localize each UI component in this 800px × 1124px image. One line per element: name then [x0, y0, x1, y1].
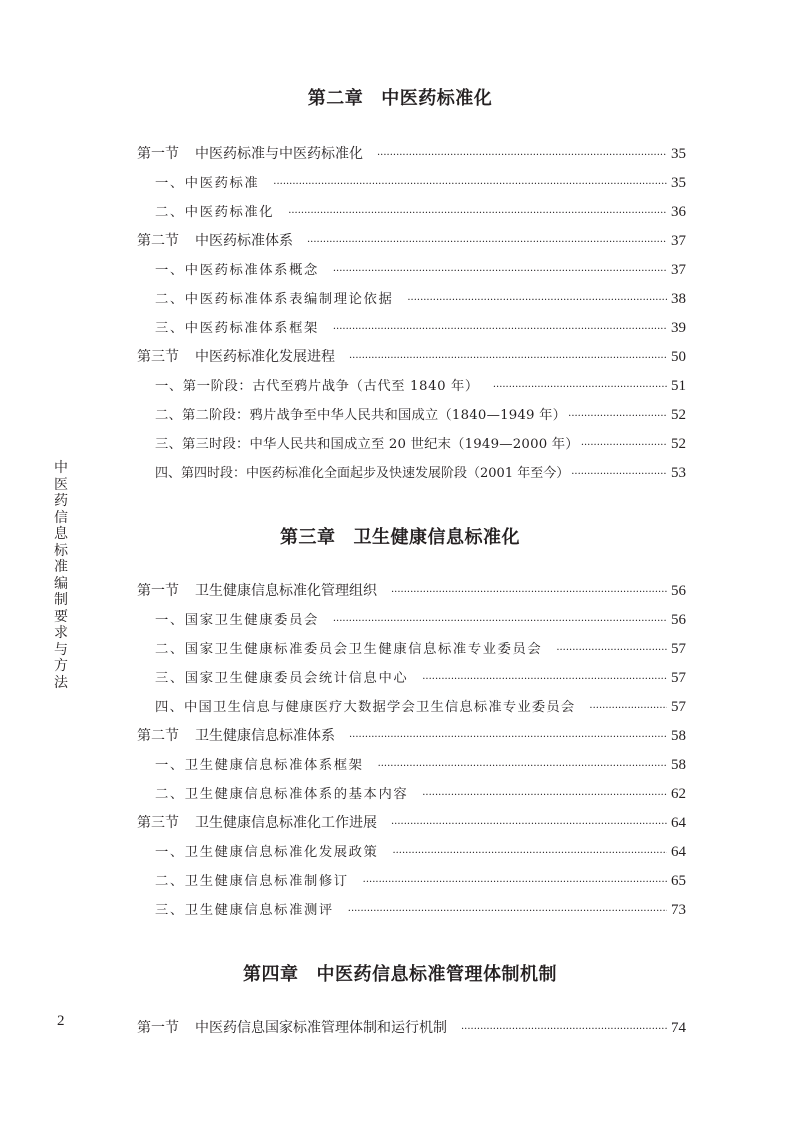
entry-title: 中医药标准化发展进程	[195, 349, 335, 365]
entry-page: 37	[671, 262, 686, 278]
toc-item-entry[interactable]	[155, 375, 686, 397]
dot-leader	[348, 906, 667, 917]
dot-leader	[378, 761, 667, 772]
dot-leader	[391, 819, 667, 830]
toc-item-entry[interactable]	[155, 259, 686, 281]
entry-page: 36	[671, 204, 686, 220]
entry-page: 62	[671, 786, 686, 802]
entry-title: 一、中医药标准	[155, 176, 260, 191]
dot-leader	[589, 703, 667, 714]
dot-leader	[363, 877, 667, 888]
entry-title: 中医药标准体系	[195, 233, 293, 249]
entry-page: 73	[671, 902, 686, 918]
section-number: 第三节	[137, 349, 179, 365]
entry-page: 53	[671, 465, 686, 481]
entry-page: 51	[671, 378, 686, 394]
running-book-title: 中医药信息标准编制要求与方法	[54, 460, 68, 691]
dot-leader	[333, 616, 667, 627]
toc-item-entry[interactable]	[155, 899, 686, 921]
entry-page: 65	[671, 873, 686, 889]
chapter-label: 第三章	[280, 527, 336, 548]
dot-leader	[568, 411, 667, 422]
dot-leader	[422, 674, 667, 685]
toc-item-entry[interactable]	[155, 754, 686, 776]
dot-leader	[556, 645, 667, 656]
entry-title: 中医药标准与中医药标准化	[195, 146, 363, 162]
chapter-heading	[0, 523, 800, 549]
entry-title: 二、卫生健康信息标准制修订	[155, 874, 349, 889]
toc-section-entry[interactable]	[137, 812, 686, 834]
entry-page: 56	[671, 612, 686, 628]
toc-section-entry[interactable]	[137, 230, 686, 252]
dot-leader	[493, 382, 667, 393]
toc-item-entry[interactable]	[155, 201, 686, 223]
section-number: 第一节	[137, 583, 179, 599]
entry-title: 二、国家卫生健康标准委员会卫生健康信息标准专业委员会	[155, 642, 543, 657]
dot-leader	[422, 790, 667, 801]
entry-title: 一、国家卫生健康委员会	[155, 613, 319, 628]
entry-page: 35	[671, 146, 686, 162]
toc-section-entry[interactable]	[137, 725, 686, 747]
entry-page: 52	[671, 436, 686, 452]
chapter-label: 第四章	[243, 964, 299, 985]
entry-page: 64	[671, 844, 686, 860]
dot-leader	[349, 353, 667, 364]
entry-page: 38	[671, 291, 686, 307]
dot-leader	[377, 150, 667, 161]
section-number: 第二节	[137, 728, 179, 744]
chapter-title: 中医药标准化	[381, 88, 493, 109]
chapter-heading	[0, 84, 800, 110]
entry-title: 一、第一阶段：古代至鸦片战争（古代至 1840 年）	[155, 379, 479, 394]
dot-leader	[307, 237, 667, 248]
entry-title: 四、中国卫生信息与健康医疗大数据学会卫生信息标准专业委员会	[155, 700, 576, 715]
toc-section-entry[interactable]	[137, 580, 686, 602]
entry-page: 37	[671, 233, 686, 249]
toc-item-entry[interactable]	[155, 609, 686, 631]
toc-item-entry[interactable]	[155, 667, 686, 689]
toc-item-entry[interactable]	[155, 870, 686, 892]
entry-page: 74	[671, 1020, 686, 1036]
dot-leader	[461, 1024, 667, 1035]
entry-page: 50	[671, 349, 686, 365]
chapter-title: 中医药信息标准管理体制机制	[316, 964, 557, 985]
section-number: 第一节	[137, 146, 179, 162]
dot-leader	[391, 587, 667, 598]
entry-page: 57	[671, 670, 686, 686]
toc-item-entry[interactable]	[155, 462, 686, 484]
toc-item-entry[interactable]	[155, 172, 686, 194]
dot-leader	[581, 440, 667, 451]
entry-title: 二、中医药标准体系表编制理论依据	[155, 292, 394, 307]
entry-page: 58	[671, 757, 686, 773]
entry-title: 二、第二阶段：鸦片战争至中华人民共和国成立（1840—1949 年）	[155, 408, 567, 423]
section-number: 第二节	[137, 233, 179, 249]
entry-title: 二、卫生健康信息标准体系的基本内容	[155, 787, 409, 802]
entry-title: 二、中医药标准化	[155, 205, 275, 220]
entry-title: 三、卫生健康信息标准测评	[155, 903, 334, 918]
chapter-title: 卫生健康信息标准化	[353, 527, 520, 548]
toc-item-entry[interactable]	[155, 433, 686, 455]
entry-page: 64	[671, 815, 686, 831]
entry-title: 一、卫生健康信息标准体系框架	[155, 758, 364, 773]
section-number: 第三节	[137, 815, 179, 831]
entry-page: 52	[671, 407, 686, 423]
dot-leader	[333, 324, 667, 335]
toc-section-entry[interactable]	[137, 143, 686, 165]
entry-title: 三、中医药标准体系框架	[155, 321, 319, 336]
entry-title: 卫生健康信息标准体系	[195, 728, 335, 744]
dot-leader	[273, 179, 667, 190]
entry-title: 一、中医药标准体系概念	[155, 263, 319, 278]
dot-leader	[288, 208, 667, 219]
entry-page: 57	[671, 699, 686, 715]
toc-item-entry[interactable]	[155, 288, 686, 310]
page-number: 2	[57, 1013, 65, 1029]
dot-leader	[333, 266, 667, 277]
entry-page: 56	[671, 583, 686, 599]
entry-title: 四、第四时段：中医药标准化全面起步及快速发展阶段（2001 年至今）	[155, 466, 570, 481]
entry-page: 58	[671, 728, 686, 744]
toc-section-entry[interactable]	[137, 346, 686, 368]
entry-title: 卫生健康信息标准化工作进展	[195, 815, 377, 831]
dot-leader	[392, 848, 667, 859]
toc-section-entry[interactable]	[137, 1017, 686, 1039]
entry-title: 三、第三时段：中华人民共和国成立至 20 世纪末（1949—2000 年）	[155, 437, 579, 452]
toc-item-entry[interactable]	[155, 696, 686, 718]
dot-leader	[407, 295, 667, 306]
toc-item-entry[interactable]	[155, 404, 686, 426]
dot-leader	[571, 469, 667, 480]
toc-item-entry[interactable]	[155, 317, 686, 339]
entry-page: 35	[671, 175, 686, 191]
entry-title: 一、卫生健康信息标准化发展政策	[155, 845, 379, 860]
toc-item-entry[interactable]	[155, 638, 686, 660]
entry-title: 三、国家卫生健康委员会统计信息中心	[155, 671, 409, 686]
toc-item-entry[interactable]	[155, 841, 686, 863]
chapter-heading	[0, 960, 800, 986]
chapter-label: 第二章	[307, 88, 364, 109]
entry-title: 中医药信息国家标准管理体制和运行机制	[195, 1020, 447, 1036]
section-number: 第一节	[137, 1020, 179, 1036]
entry-page: 57	[671, 641, 686, 657]
toc-item-entry[interactable]	[155, 783, 686, 805]
entry-title: 卫生健康信息标准化管理组织	[195, 583, 377, 599]
entry-page: 39	[671, 320, 686, 336]
dot-leader	[349, 732, 667, 743]
